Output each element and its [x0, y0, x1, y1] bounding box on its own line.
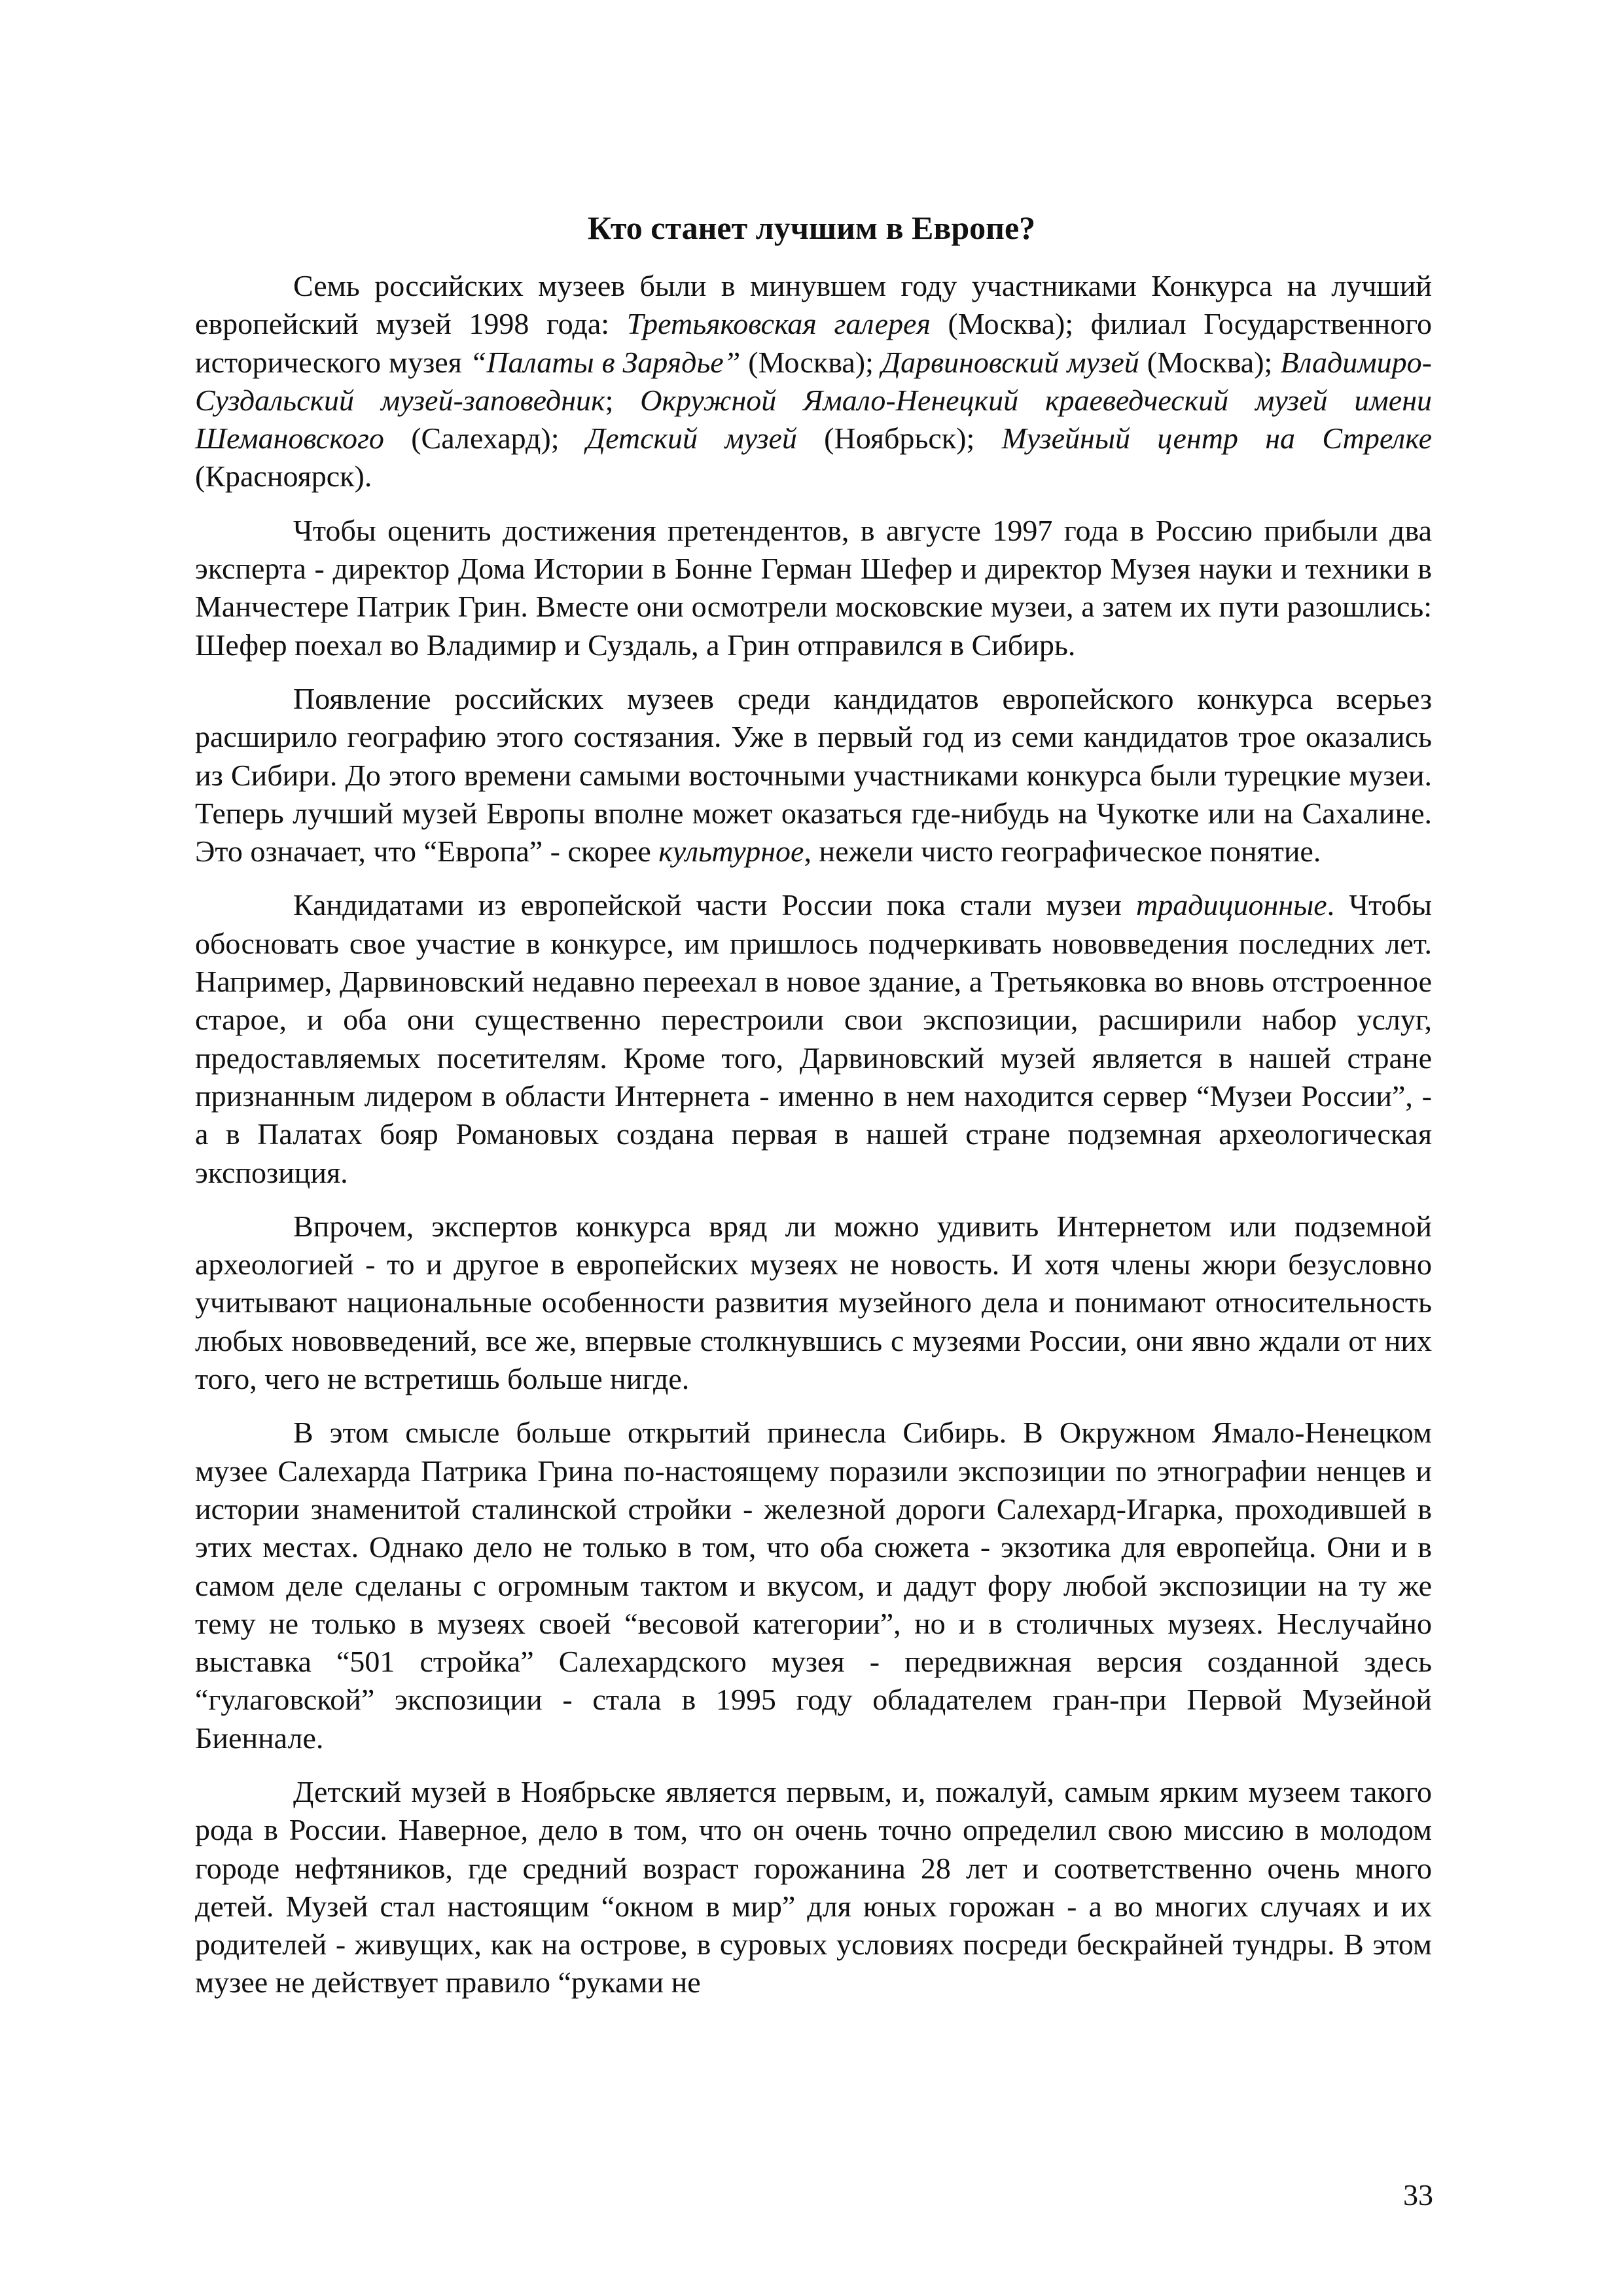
paragraph-7: Детский музей в Ноябрьске является первым, и, пожалуй, самым ярким музеем такого рода в России. Наверное, дело в том, что он очень точно определил свою миссию в молодом городе нефтяников, где средний возраст горожанина 28 лет и соответственно очень много детей. Музей стал настоящим “окном в мир” для юных горожан - а во многих случаях и их родителей - живущих, как на острове, в суровых условиях посреди бескрайней тундры. В этом музее не действует правило “руками не — [195, 1774, 1432, 2000]
paragraph-1-text-3: (Москва); — [740, 345, 882, 379]
paragraph-1-text-6: (Салехард); — [383, 422, 586, 456]
museum-name-zaryadye: “Палаты в Зарядье” — [469, 345, 741, 379]
article-body — [195, 267, 1432, 2018]
paragraph-1-text-2: (Москва); филиал Государственного исторического музея — [195, 307, 1432, 379]
paragraph-1-text-8: (Красноярск). — [195, 459, 372, 493]
paragraph-6: В этом смысле больше открытий принесла Сибирь. В Окружном Ямало-Ненецком музее Салехарда Патрика Грина по-настоящему поразили экспозиции по этнографии ненцев и истории знаменитой сталинской стройки - железной дороги Салехард-Игарка, проходившей в этих местах. Однако дело не только в том, что оба сюжета - экзотика для европейца. Они и в самом деле сделаны с огромным тактом и вкусом, и дадут фору любой экспозиции на ту же тему не только в музеях своей “весовой категории”, но и в столичных музеях. Неслучайно выставка “501 стройка” Салехардского музея - передвижная версия созданной здесь “гулаговской” экспозиции - стала в 1995 году обладателем гран-при Первой Музейной Биеннале. — [195, 1416, 1432, 1755]
paragraph-1-text-1: Семь российских музеев были в минувшем году участниками Конкурса на лучший европейский музей 1998 года: — [195, 269, 1432, 341]
museum-name-yamalo-nenets: Окружной Ямало-Ненецкий краеведческий музей имени Шемановского — [195, 383, 1433, 456]
paragraph-1 — [195, 267, 1432, 496]
museum-name-darwin: Дарвиновский музей — [881, 345, 1139, 379]
museum-name-strelka: Музейный центр на Стрелке — [1001, 422, 1432, 456]
paragraph-4-text-1: Кандидатами из европейской части России пока стали музеи — [293, 888, 1136, 922]
paragraph-4-text-2: . Чтобы обосновать свое участие в конкурсе, им пришлось подчеркивать нововведения последних лет. Например, Дарвиновский недавно переехал в новое здание, а Третьяковка во вновь отстроенное старое, и оба они существенно перестроили свои экспозиции, расширили набор услуг, предоставляемых посетителям. Кроме того, Дарвиновский музей является в нашей стране признанным лидером в области Интернета - именно в нем находится сервер “Музеи России”, - а в Палатах бояр Романовых создана первая в нашей стране подземная археологическая экспозиция. — [195, 888, 1432, 1189]
paragraph-3 — [195, 680, 1432, 870]
paragraph-1-text-5: ; — [605, 383, 641, 417]
paragraph-2: Чтобы оценить достижения претендентов, в августе 1997 года в Россию прибыли два эксперта - директор Дома Истории в Бонне Герман Шефер и директор Музея науки и техники в Манчестере Патрик Грин. Вместе они осмотрели московские музеи, а затем их пути разошлись: Шефер поехал во Владимир и Суздаль, а Грин отправился в Сибирь. — [195, 513, 1432, 662]
paragraph-5: Впрочем, экспертов конкурса вряд ли можно удивить Интернетом или подземной археологией - то и другое в европейских музеях не новость. И хотя члены жюри безусловно учитывают национальные особенности развития музейного дела и понимают относительность любых нововведений, все же, впервые столкнувшись с музеями России, они явно ждали от них того, чего не встретишь больше нигде. — [195, 1209, 1432, 1396]
page-number: 33 — [1403, 2178, 1433, 2212]
paragraph-1-text-4: (Москва); — [1139, 345, 1281, 379]
paragraph-1-text-7: (Ноябрьск); — [796, 422, 1002, 456]
paragraph-3-text-2: , нежели чисто географическое понятие. — [804, 834, 1321, 869]
emphasis-cultural: культурное — [658, 834, 804, 869]
paragraph-3-text-1: Появление российских музеев среди кандидатов европейского конкурса всерьез расширило географию этого состязания. Уже в первый год из семи кандидатов трое оказались из Сибири. До этого времени самыми восточными участниками конкурса были турецкие музеи. Теперь лучший музей Европы вполне может оказаться где-нибудь на Чукотке или на Сахалине. Это означает, что “Европа” - скорее — [195, 681, 1432, 869]
paragraph-4 — [195, 886, 1432, 1191]
page-title: Кто станет лучшим в Европе? — [587, 209, 1036, 246]
museum-name-tretyakov: Третьяковская галерея — [626, 307, 931, 341]
museum-name-vladimir-suzdal: Владимиро-Суздальский музей-заповедник — [195, 345, 1432, 417]
emphasis-traditional: традиционные — [1135, 888, 1327, 922]
museum-name-childrens: Детский музей — [586, 422, 797, 456]
